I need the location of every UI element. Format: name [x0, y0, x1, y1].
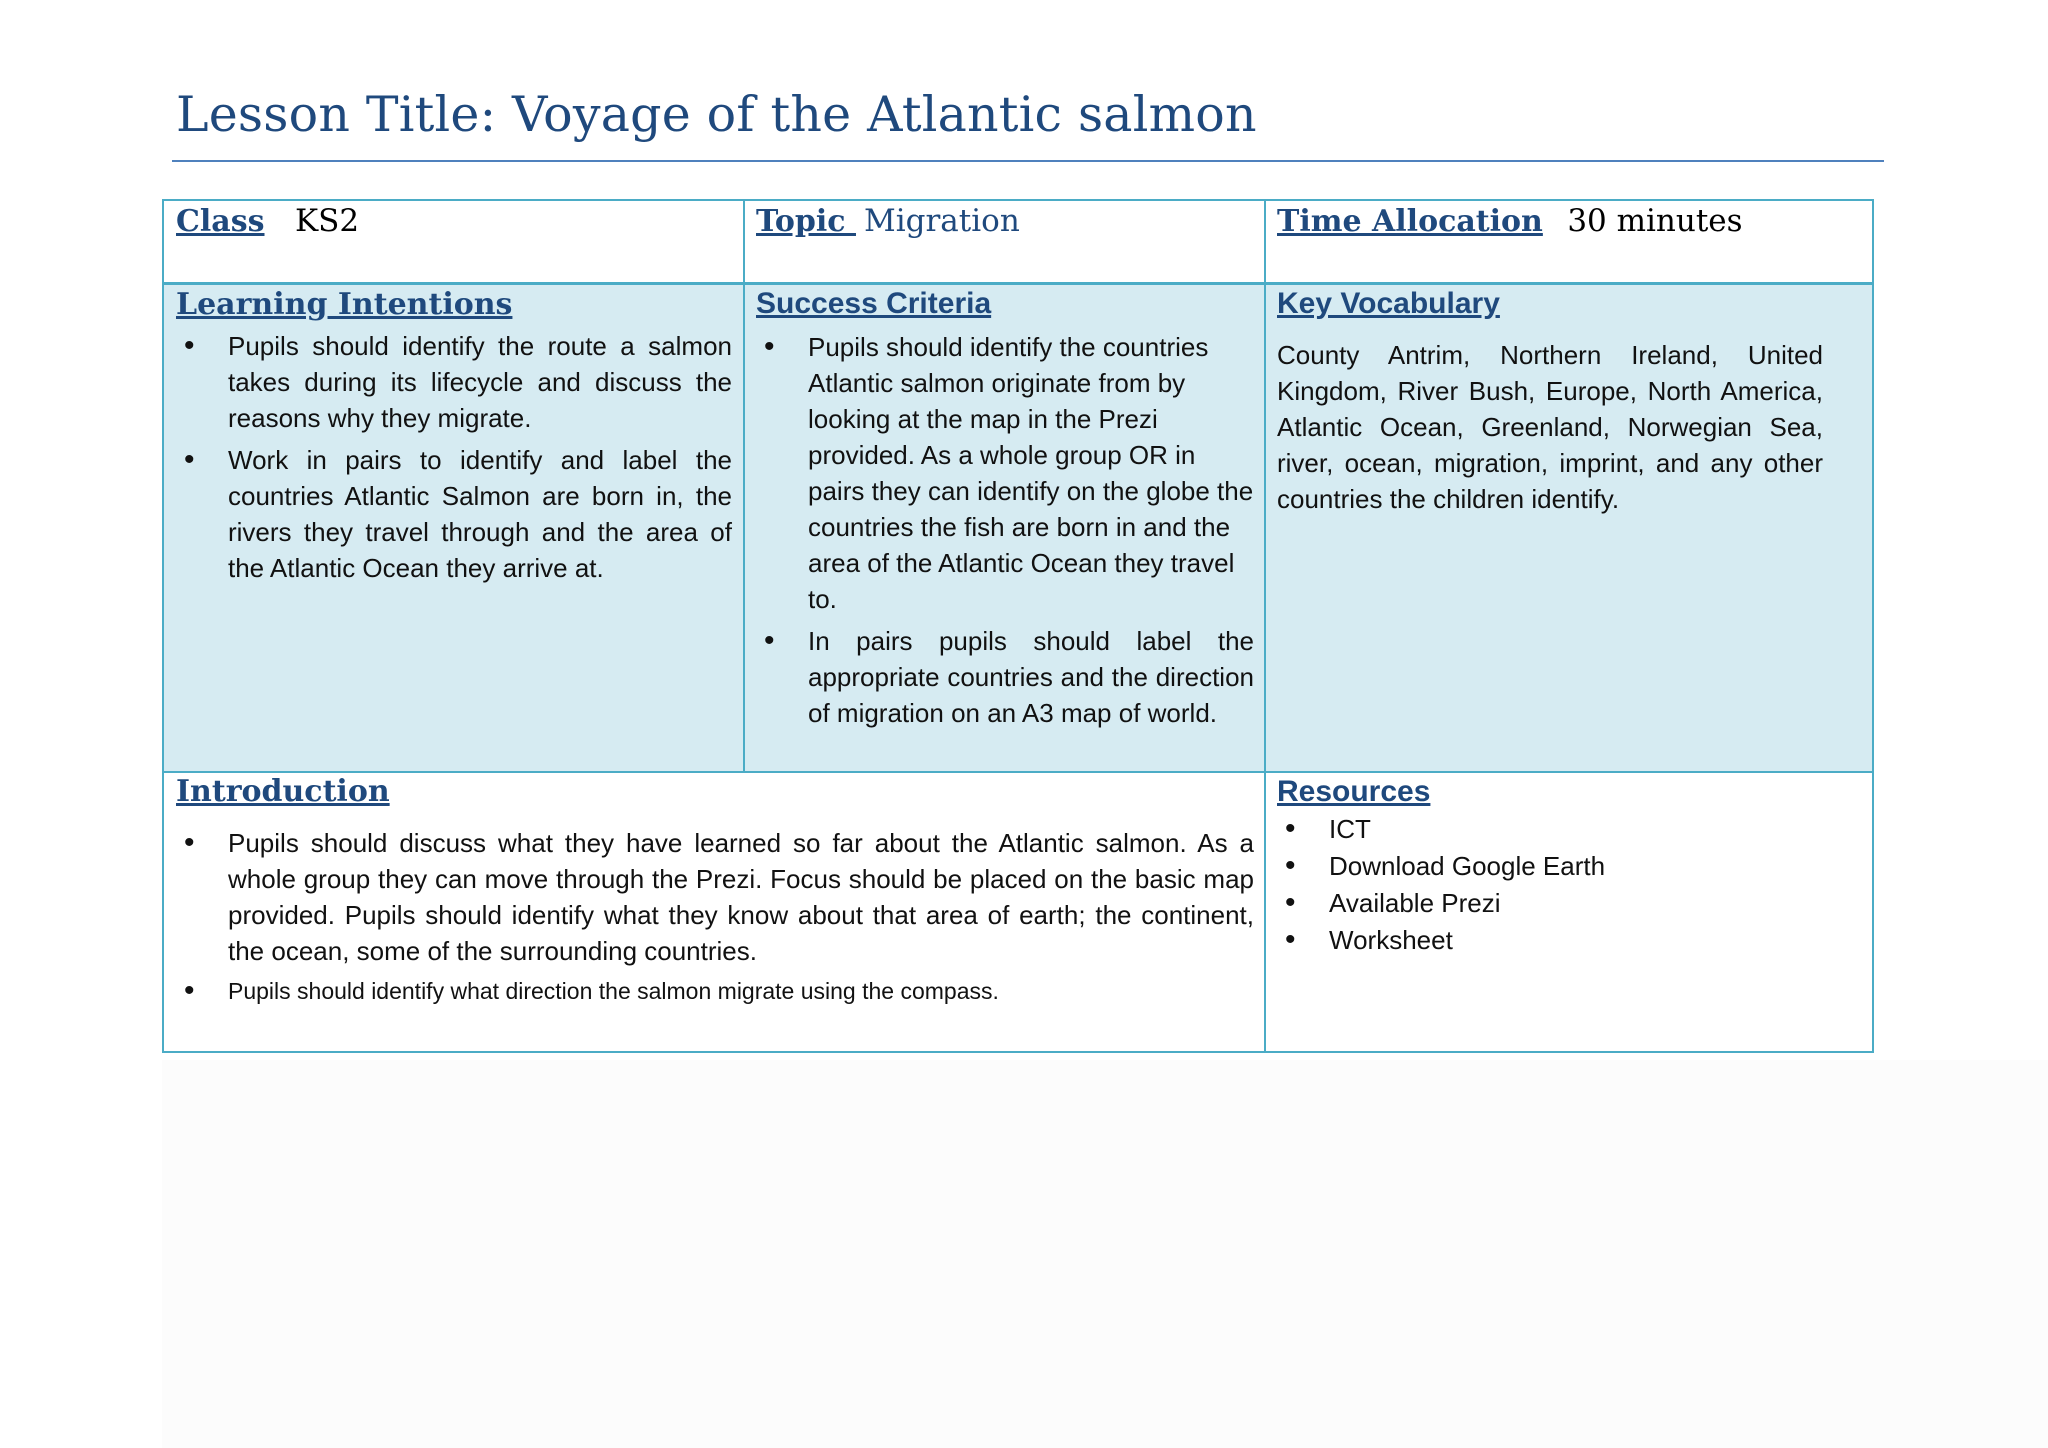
introduction-list — [176, 825, 1254, 1007]
resources-cell — [1277, 775, 1857, 959]
topic-value: Migration — [863, 203, 1020, 239]
page-background — [162, 1060, 2048, 1448]
list-item: • Download Google Earth — [1277, 848, 1857, 884]
time-allocation-label: Time Allocation — [1277, 204, 1543, 239]
row-divider-1 — [164, 282, 1872, 285]
key-vocabulary-cell — [1277, 287, 1823, 517]
column-divider-2 — [1264, 201, 1266, 1051]
list-item: • Work in pairs to identify and label the countries Atlantic Salmon are born in, the rivers they travel through and the area of the Atlantic Ocean they arrive at. — [176, 442, 732, 586]
resources-list — [1277, 811, 1857, 958]
class-cell — [176, 203, 736, 281]
introduction-heading: Introduction — [176, 774, 390, 809]
row-divider-2 — [164, 771, 1872, 773]
title-underline — [172, 160, 1884, 162]
list-item: • Pupils should discuss what they have learned so far about the Atlantic salmon. As a whole group they can move through the Prezi. Focus should be placed on the basic map provided. Pupils should identify what they know about that area of earth; the continent, the ocean, some of the surrounding countries. — [176, 825, 1254, 969]
key-vocabulary-text: County Antrim, Northern Ireland, United Kingdom, River Bush, Europe, North America, Atlantic Ocean, Greenland, Norwegian Sea, river, ocean, migration, imprint, and any other countries the children identify. — [1277, 340, 1823, 514]
success-criteria-cell — [756, 287, 1254, 737]
topic-cell — [756, 203, 1256, 281]
lesson-title: Lesson Title: Voyage of the Atlantic salmon — [176, 86, 1257, 143]
list-item: • Worksheet — [1277, 922, 1857, 958]
topic-label: Topic — [756, 204, 856, 239]
key-vocabulary-heading: Key Vocabulary — [1277, 287, 1500, 320]
lesson-plan-table — [162, 199, 1874, 1053]
list-item: • Pupils should identify the route a salmon takes during its lifecycle and discuss the reasons why they migrate. — [176, 328, 732, 436]
class-value: KS2 — [294, 203, 360, 239]
list-item: • ICT — [1277, 811, 1857, 847]
resources-heading: Resources — [1277, 775, 1431, 808]
list-item: • Available Prezi — [1277, 885, 1857, 921]
success-criteria-list — [756, 329, 1254, 731]
list-item: • Pupils should identify the countries Atlantic salmon originate from by looking at the map in the Prezi provided. As a whole group OR in pairs they can identify on the globe the countries the fish are born in and the area of the Atlantic Ocean they travel to. — [756, 329, 1254, 617]
introduction-cell — [176, 774, 1254, 1013]
time-allocation-value: 30 minutes — [1567, 203, 1743, 239]
list-item: • In pairs pupils should label the appropriate countries and the direction of migration on an A3 map of world. — [756, 623, 1254, 731]
time-cell — [1277, 203, 1867, 281]
list-item: • Pupils should identify what direction the salmon migrate using the compass. — [176, 975, 1254, 1007]
column-divider-1 — [743, 201, 745, 771]
learning-intentions-heading: Learning Intentions — [176, 287, 513, 322]
learning-intentions-list — [176, 328, 732, 586]
class-label: Class — [176, 204, 265, 239]
success-criteria-heading: Success Criteria — [756, 287, 992, 320]
learning-intentions-cell — [176, 287, 732, 592]
